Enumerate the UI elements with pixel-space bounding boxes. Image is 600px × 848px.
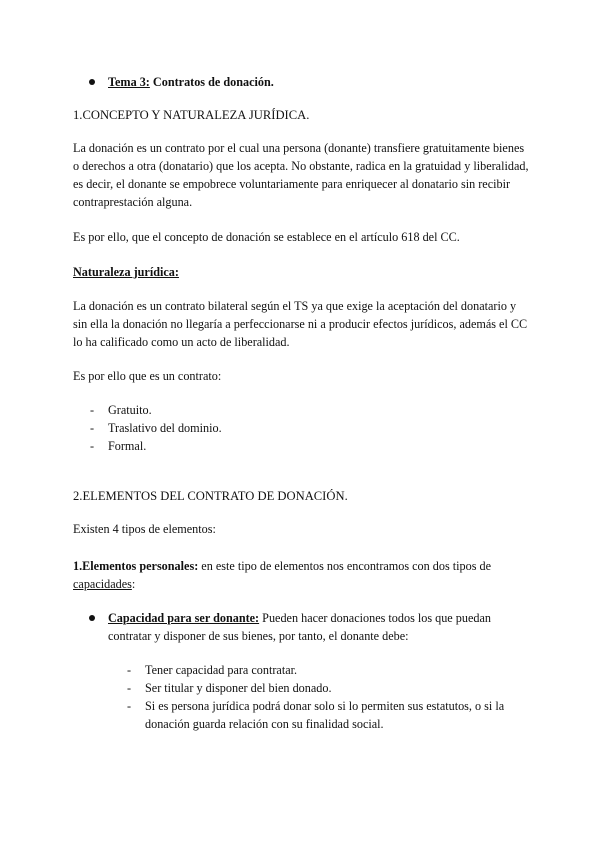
list-item: Tener capacidad para contratar. — [145, 663, 298, 677]
list-item: Traslativo del dominio. — [108, 421, 222, 435]
capacidad-donante-paragraph — [108, 609, 533, 645]
list-item: Gratuito. — [108, 403, 152, 417]
capacidad-bullet — [89, 615, 95, 621]
list-dash: - — [127, 699, 132, 713]
list-dash: - — [90, 421, 95, 435]
elementos-personales-text: en este tipo de elementos nos encontramos con dos tipos de — [198, 559, 492, 573]
list-item: Formal. — [108, 439, 147, 453]
capacidades-word: capacidades — [73, 577, 132, 591]
section1-heading: 1.CONCEPTO Y NATURALEZA JURÍDICA. — [73, 108, 310, 122]
capacidad-donante-text: Pueden hacer donaciones todos los que puedan contratar y disponer de sus bienes, por tanto, el donante debe: — [108, 611, 491, 643]
capacidad-donante-label: Capacidad para ser donante: — [108, 611, 260, 625]
list-item: Ser titular y disponer del bien donado. — [145, 681, 332, 695]
topic-title: Contratos de donación. — [152, 75, 274, 89]
list-dash: - — [90, 403, 95, 417]
list-dash: - — [127, 663, 132, 677]
elementos-personales-paragraph — [73, 557, 533, 593]
topic-prefix: Tema 3: — [108, 75, 150, 89]
naturaleza-subheading: Naturaleza jurídica: — [73, 265, 179, 279]
list-dash: - — [127, 681, 132, 695]
section2-heading: 2.ELEMENTOS DEL CONTRATO DE DONACIÓN. — [73, 489, 348, 503]
elementos-personales-colon: : — [131, 577, 136, 591]
section1-paragraph-2: Es por ello, que el concepto de donación se establece en el artículo 618 del CC. — [73, 230, 460, 244]
list-dash: - — [90, 439, 95, 453]
section2-intro: Existen 4 tipos de elementos: — [73, 522, 216, 536]
list-item: Si es persona jurídica podrá donar solo si lo permiten sus estatutos, o si la donación guarda relación con su finalidad social. — [145, 699, 505, 731]
elementos-personales-label: 1.Elementos personales: — [73, 559, 199, 573]
topic-bullet — [89, 79, 95, 85]
section1-paragraph-3: La donación es un contrato bilateral según el TS ya que exige la aceptación del donatario y sin ella la donación no llegaría a perfeccionarse ni a producir efectos jurídicos, además el CC lo ha calificado como un acto de liberalidad. — [73, 299, 528, 349]
topic-line — [108, 73, 528, 91]
section1-paragraph-4: Es por ello que es un contrato: — [73, 369, 222, 383]
section1-paragraph-1: La donación es un contrato por el cual una persona (donante) transfiere gratuitamente bienes o derechos a otra (donatario) que los acepta. No obstante, radica en la gratuidad y liberalidad, es decir, el donante se empobrece voluntariamente para enriquecer al donatario sin recibir contraprestación alguna. — [73, 141, 529, 209]
